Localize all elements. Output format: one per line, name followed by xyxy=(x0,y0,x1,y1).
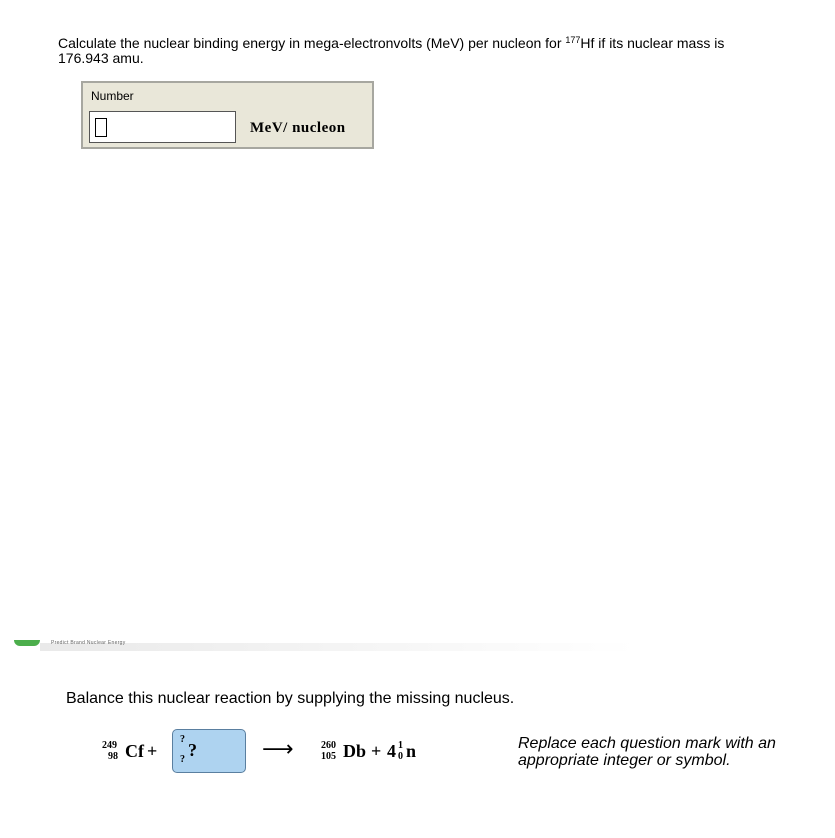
product-symbol: Db xyxy=(343,741,367,761)
reaction-arrow: ⟶ xyxy=(262,737,294,762)
units-label: MeV/ nucleon xyxy=(250,120,346,136)
product-atomic-number: 105 xyxy=(321,751,336,762)
divider-tiny-text: Predict Brand Nuclear Energy xyxy=(51,640,126,646)
section-divider xyxy=(14,640,636,652)
instruction-text: Replace each question mark with an appropriate integer or symbol. xyxy=(518,735,776,769)
missing-mass[interactable]: ? xyxy=(180,734,185,745)
question-1-rest: if its nuclear mass is 176.943 amu. xyxy=(58,35,725,66)
neutron-symbol: n xyxy=(406,741,417,761)
plus-sign: + xyxy=(147,741,158,761)
neutron-mass: 1 xyxy=(398,740,403,751)
reactant-atomic-number: 98 xyxy=(108,751,118,762)
missing-nucleus-input[interactable] xyxy=(172,729,246,773)
reactant-mass: 249 xyxy=(102,740,117,751)
answer-box xyxy=(81,81,374,149)
plus-sign-2: + xyxy=(371,741,382,761)
number-input[interactable] xyxy=(89,111,236,143)
green-tab xyxy=(14,640,40,646)
text-cursor xyxy=(95,118,107,137)
missing-symbol[interactable]: ? xyxy=(188,740,197,760)
question-1-intro: Calculate the nuclear binding energy in mega-electronvolts (MeV) per nucleon for xyxy=(58,35,566,51)
product-mass: 260 xyxy=(321,740,336,751)
question-1-text xyxy=(58,36,758,66)
divider-fade xyxy=(40,643,636,651)
neutron-coefficient: 4 xyxy=(387,741,396,761)
number-label: Number xyxy=(91,89,134,103)
missing-atomic-number[interactable]: ? xyxy=(180,754,185,765)
reactant-symbol: Cf xyxy=(125,741,144,761)
isotope-mass-number: 177 xyxy=(565,35,581,45)
isotope-symbol: Hf xyxy=(580,35,595,51)
neutron-atomic-number: 0 xyxy=(398,751,403,762)
question-2-prompt: Balance this nuclear reaction by supplying the missing nucleus. xyxy=(66,690,515,707)
